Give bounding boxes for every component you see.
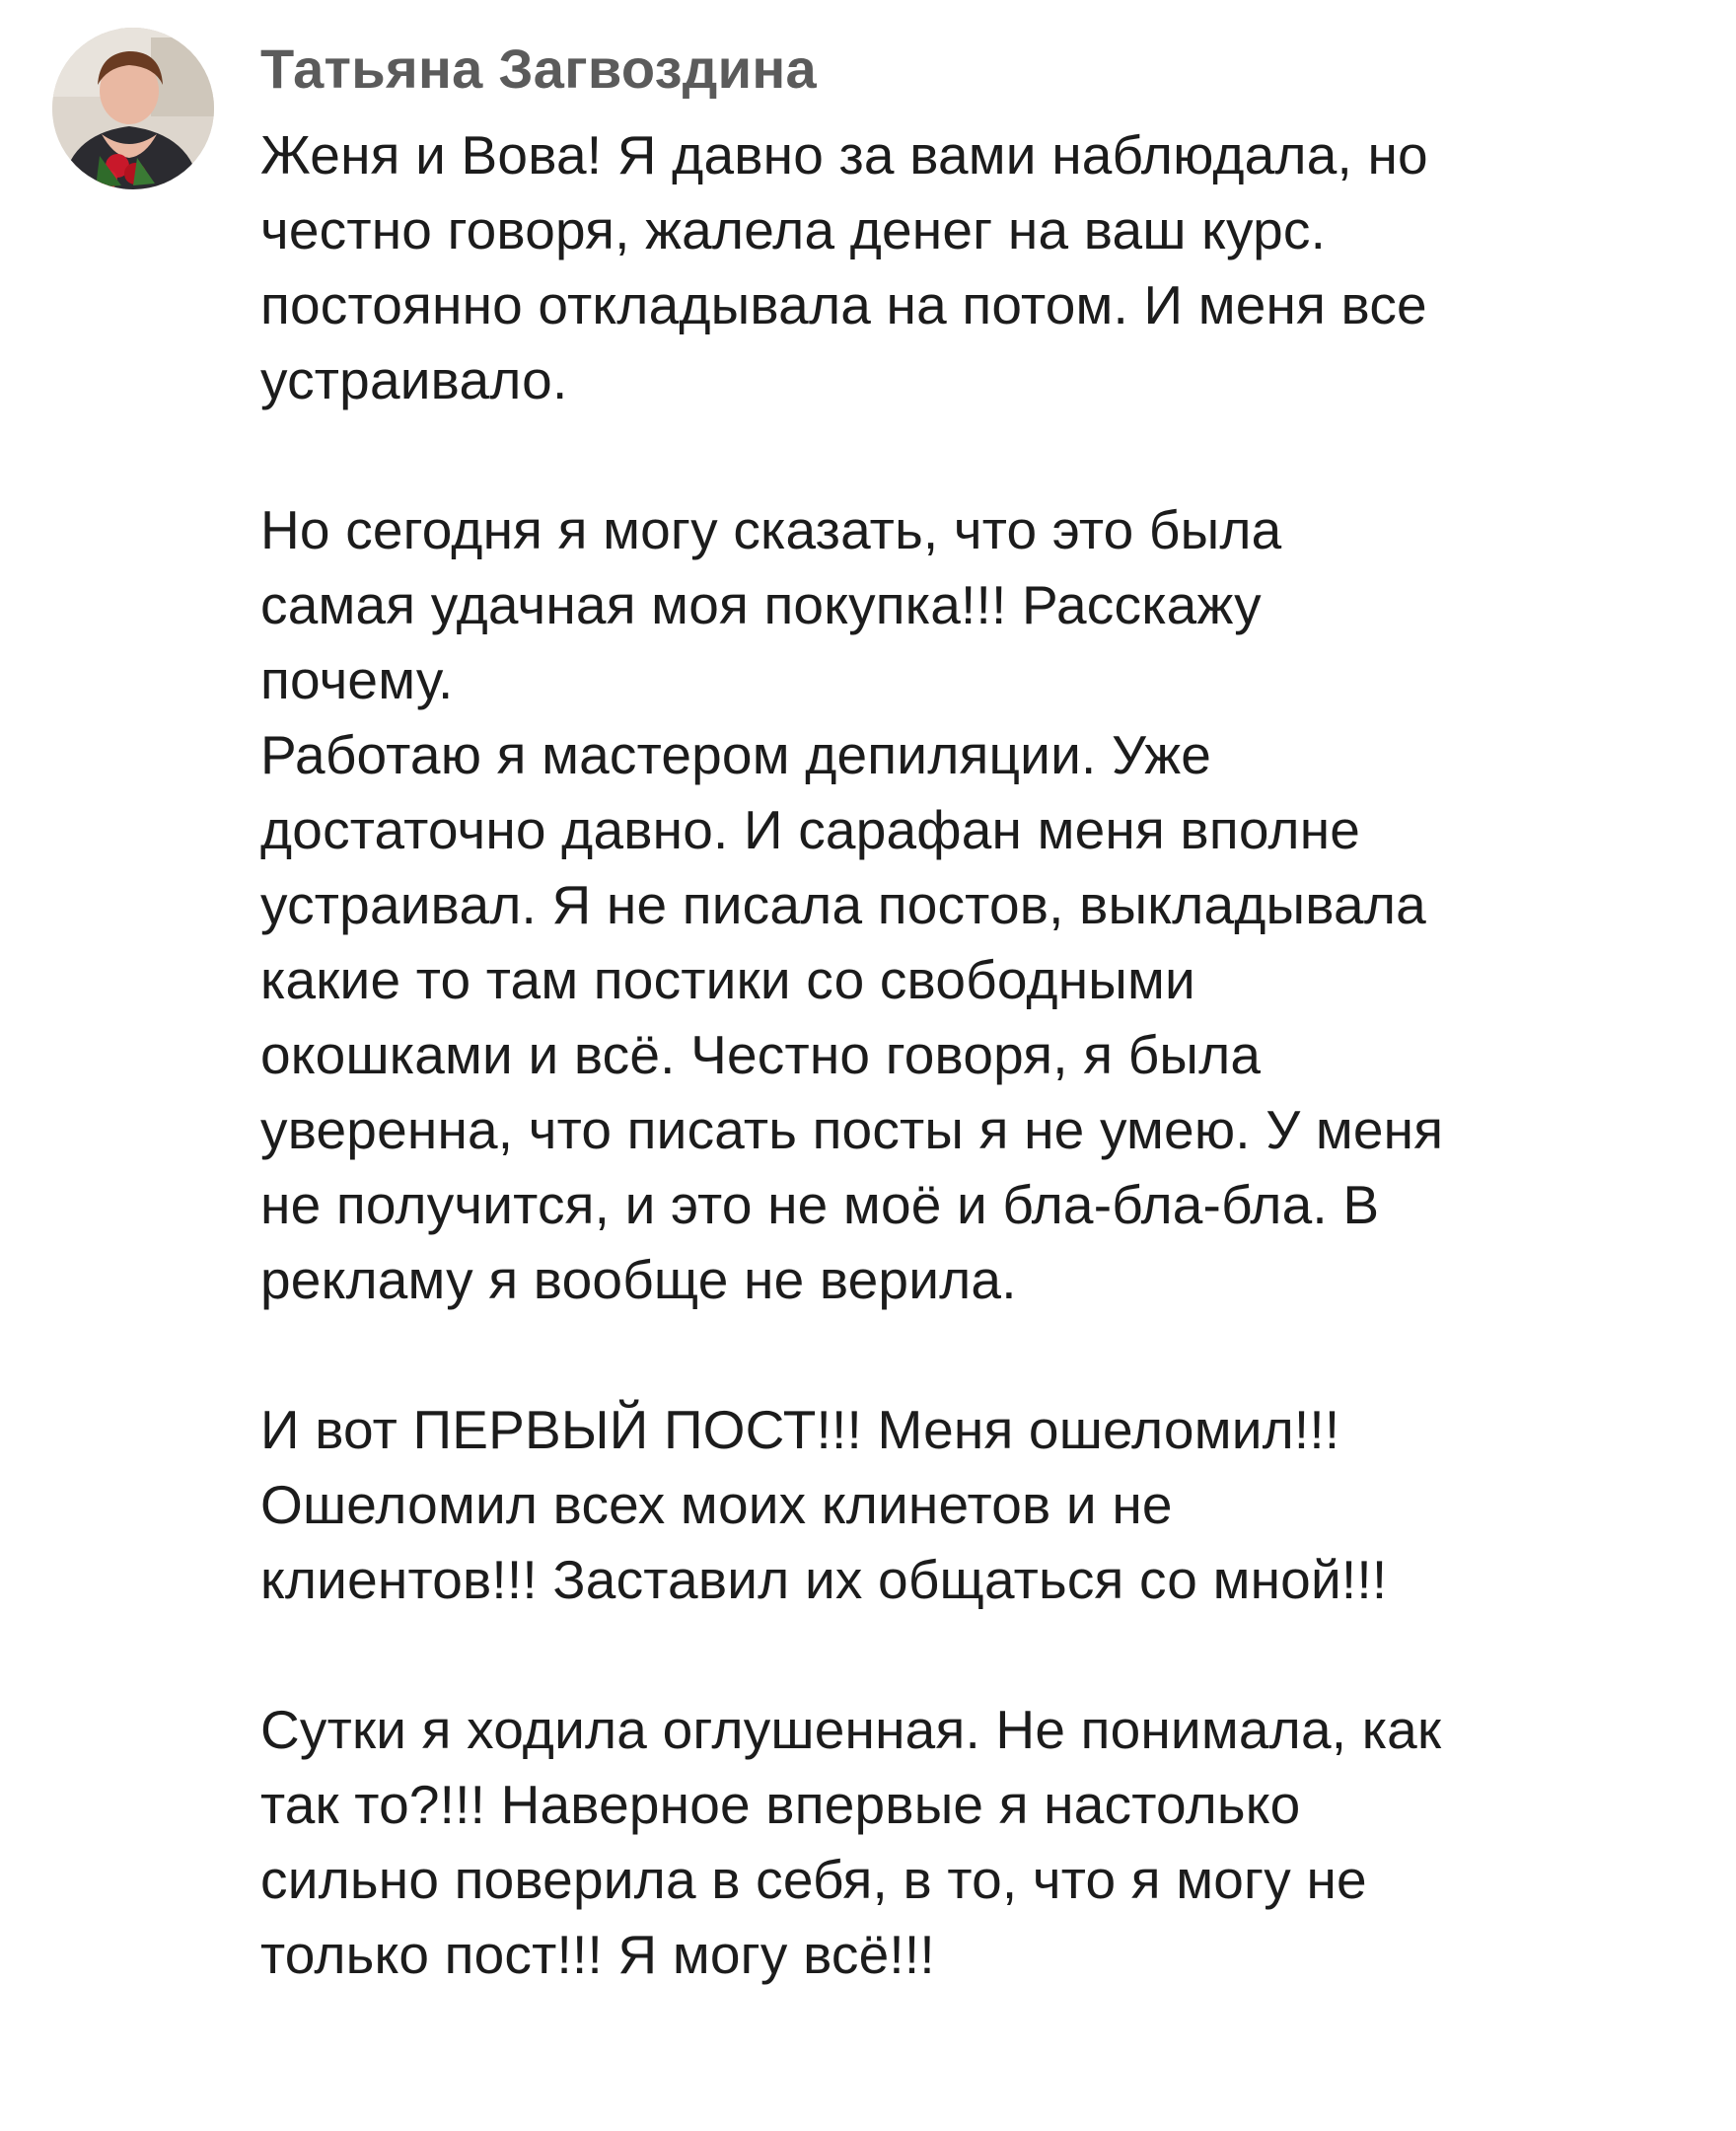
paragraph-gap [260, 1317, 1681, 1392]
comment-paragraph: И вот ПЕРВЫЙ ПОСТ!!! Меня ошеломил!!! Ошеломил всех моих клинетов и не клиентов!!! Заставил их общаться со мной!!! [260, 1399, 1388, 1610]
comment-paragraph: Но сегодня я могу сказать, что это была самая удачная моя покупка!!! Расскажу почему. [260, 499, 1282, 710]
comment-author[interactable]: Татьяна Загвоздина [260, 37, 817, 100]
avatar[interactable] [52, 28, 214, 189]
user-avatar-photo [52, 28, 214, 189]
comment-paragraph: Работаю я мастером депиляции. Уже достаточно давно. И сарафан меня вполне устраивал. Я не писала постов, выкладывала какие то там постики со свободными окошками и всё. Честно говоря, я была уверенна, что писать посты я не умею. У меня не получится, и это не моё и бла-бла-бла. В рекламу я вообще не верила. [260, 724, 1444, 1310]
comment-body [260, 117, 1681, 1992]
paragraph-gap [260, 1617, 1681, 1692]
paragraph-gap [260, 417, 1681, 492]
comment-paragraph: Сутки я ходила оглушенная. Не понимала, как так то?!!! Наверное впервые я настолько сильно поверила в себя, в то, что я могу не только пост!!! Я могу всё!!! [260, 1699, 1442, 1985]
comment-paragraph: Женя и Вова! Я давно за вами наблюдала, но честно говоря, жалела денег на ваш курс. постоянно откладывала на потом. И меня все устраивало. [260, 124, 1428, 410]
